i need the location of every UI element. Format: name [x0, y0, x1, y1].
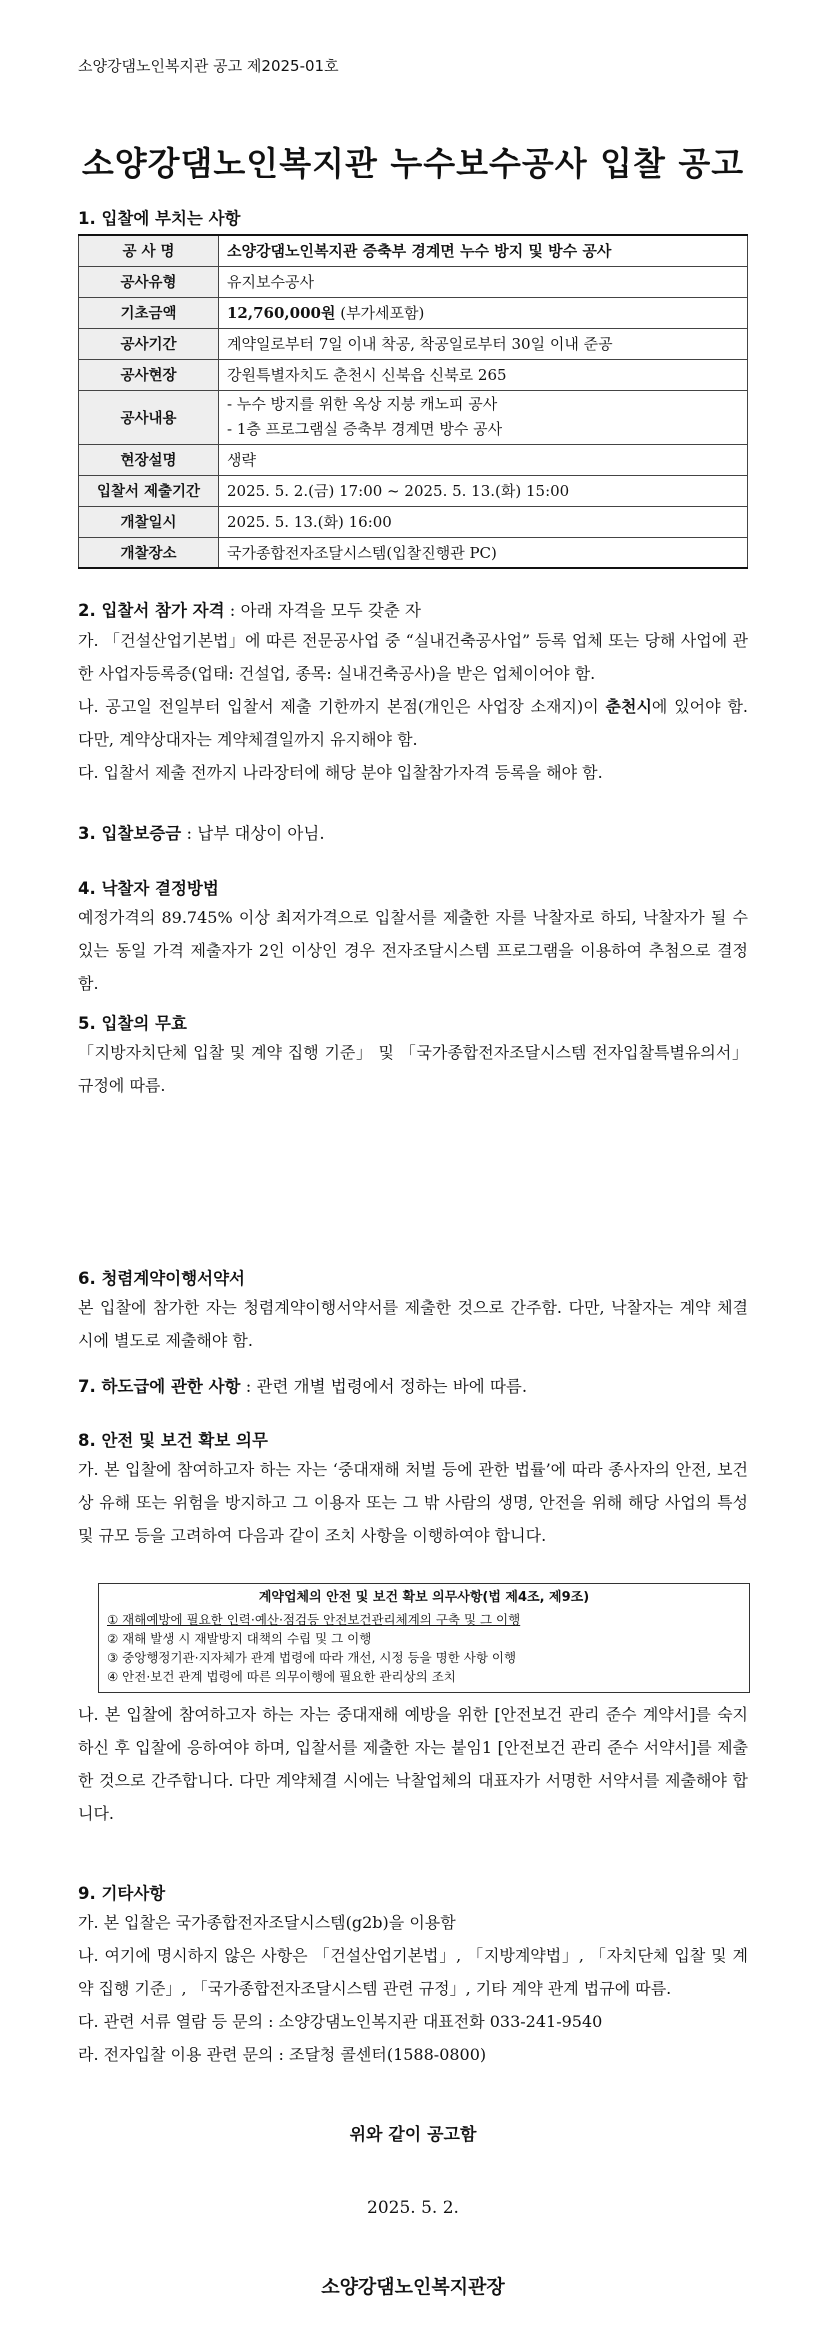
- row-value: 계약일로부터 7일 이내 착공, 착공일로부터 30일 이내 준공: [219, 328, 748, 359]
- page-title: 소양강댐노인복지관 누수보수공사 입찰 공고: [81, 144, 745, 183]
- row-key: 공사현장: [79, 359, 219, 390]
- section-misc: [78, 1880, 748, 2071]
- info-table: [78, 234, 748, 569]
- section-heading: 6. 청렴계약이행서약서: [78, 1269, 245, 1288]
- table-row: [79, 475, 748, 506]
- list-item: ② 재해 발생 시 재발방지 대책의 수립 및 그 이행: [107, 1631, 372, 1646]
- list-item: ① 재해예방에 필요한 인력·예산·점검등 안전보건관리체계의 구축 및 그 이행: [107, 1612, 521, 1627]
- table-row: [79, 235, 748, 266]
- section-heading: [78, 820, 748, 844]
- table-row: [79, 444, 748, 475]
- row-value-cell: [219, 390, 748, 444]
- table-row: [79, 506, 748, 537]
- row-value-cell: [219, 297, 748, 328]
- section-heading: 9. 기타사항: [78, 1884, 166, 1903]
- base-amount-suffix: (부가세포함): [340, 304, 425, 322]
- info-table-wrap: [78, 234, 748, 569]
- paragraph: 라. 전자입찰 이용 관련 문의 : 조달청 콜센터(1588-0800): [78, 2045, 487, 2064]
- row-key: 공 사 명: [79, 235, 219, 266]
- signer: 소양강댐노인복지관장: [321, 2276, 505, 2298]
- row-value: 소양강댐노인복지관 증축부 경계면 누수 방지 및 방수 공사: [219, 235, 748, 266]
- row-key: 공사유형: [79, 266, 219, 297]
- paragraph: 가. 「건설산업기본법」에 따른 전문공사업 중 “실내건축공사업” 등록 업체 또는 당해 사업에 관한 사업자등록증(업태: 건설업, 종목: 실내건축공사)을 받은 업체이어야 함.: [78, 631, 748, 683]
- paragraph: 가. 본 입찰은 국가종합전자조달시스템(g2b)을 이용함: [78, 1913, 456, 1932]
- safety-duties-box: [98, 1583, 750, 1693]
- list-item: ③ 중앙행정기관·지자체가 관계 법령에 따라 개선, 시정 등을 명한 사항 이행: [107, 1650, 517, 1665]
- section-heading-text: 3. 입찰보증금: [78, 824, 182, 843]
- section-subcontract: [78, 1373, 748, 1397]
- section-heading-tail: : 아래 자격을 모두 갖춘 자: [224, 601, 421, 620]
- section-heading-tail: : 납부 대상이 아님.: [181, 824, 325, 843]
- highlight-text: 춘천시: [605, 697, 652, 716]
- paragraph: 다. 관련 서류 열람 등 문의 : 소양강댐노인복지관 대표전화 033-241-9540: [78, 2012, 603, 2031]
- section-heading: 8. 안전 및 보건 확보 의무: [78, 1431, 268, 1450]
- paragraph: [78, 690, 748, 756]
- paragraph: 「지방자치단체 입찰 및 계약 집행 기준」 및 「국가종합전자조달시스템 전자입찰특별유의서」 규정에 따름.: [78, 1043, 748, 1095]
- row-value: 생략: [219, 444, 748, 475]
- section-heading: [78, 597, 748, 621]
- notice-number: 소양강댐노인복지관 공고 제2025-01호: [78, 57, 339, 75]
- box-title: 계약업체의 안전 및 보건 확보 의무사항(법 제4조, 제9조): [258, 1590, 590, 1605]
- table-row: [79, 390, 748, 444]
- list-item: ④ 안전·보건 관계 법령에 따른 의무이행에 필요한 관리상의 조치: [107, 1669, 456, 1684]
- section-safety: [78, 1427, 748, 1552]
- section-eligibility: [78, 597, 748, 789]
- row-value: 강원특별자치도 춘천시 신북읍 신북로 265: [219, 359, 748, 390]
- section-heading: 5. 입찰의 무효: [78, 1014, 187, 1033]
- row-key: 개찰일시: [79, 506, 219, 537]
- row-value: 유지보수공사: [219, 266, 748, 297]
- section-award-method: [78, 875, 748, 1000]
- row-key: 입찰서 제출기간: [79, 475, 219, 506]
- paragraph-text: 나. 공고일 전일부터 입찰서 제출 기한까지 본점(개인은 사업장 소재지)이: [78, 697, 606, 716]
- row-key: 공사내용: [79, 390, 219, 444]
- section-heading: 4. 낙찰자 결정방법: [78, 879, 219, 898]
- row-value: 국가종합전자조달시스템(입찰진행관 PC): [219, 537, 748, 568]
- paragraph: 예정가격의 89.745% 이상 최저가격으로 입찰서를 제출한 자를 낙찰자로 하되, 낙찰자가 될 수 있는 동일 가격 제출자가 2인 이상인 경우 전자조달시스템 프로그램을 이용하여 추첨으로 결정함.: [78, 908, 748, 993]
- section-invalid-bid: [78, 1010, 748, 1102]
- paragraph-text: 에 있어야 함. 다만, 계약상대자는 계약체결일까지 유지해야 함.: [78, 697, 748, 749]
- table-row: [79, 328, 748, 359]
- paragraph: 나. 여기에 명시하지 않은 사항은 「건설산업기본법」, 「지방계약법」, 「자치단체 입찰 및 계약 집행 기준」, 「국가종합전자조달시스템 관련 규정」, 기타 계약 관계 법규에 따름.: [78, 1946, 748, 1998]
- section-heading: 1. 입찰에 부치는 사항: [78, 209, 241, 228]
- section-bid-bond: [78, 820, 748, 844]
- row-key: 현장설명: [79, 444, 219, 475]
- section-heading: [78, 1373, 748, 1397]
- paragraph: 나. 본 입찰에 참여하고자 하는 자는 중대재해 예방을 위한 [안전보건 관리 준수 계약서]를 숙지하신 후 입찰에 응하여야 하며, 입찰서를 제출한 자는 붙임1 [안전보건 관리 준수 서약서]를 제출한 것으로 간주합니다. 다만 계약체결 시에는 낙찰업체의 대표자가 서명한 서약서를 제출해야 합니다.: [78, 1705, 748, 1823]
- work-item: - 1층 프로그램실 증축부 경계면 방수 공사: [227, 420, 503, 438]
- section-heading-text: 7. 하도급에 관한 사항: [78, 1377, 241, 1396]
- section-safety-cont: [78, 1698, 748, 1830]
- table-row: [79, 297, 748, 328]
- row-value: 2025. 5. 13.(화) 16:00: [219, 506, 748, 537]
- table-row: [79, 266, 748, 297]
- paragraph: 가. 본 입찰에 참여하고자 하는 자는 ‘중대재해 처벌 등에 관한 법률’에 따라 종사자의 안전, 보건상 유해 또는 위험을 방지하고 그 이용자 또는 그 밖 사람의 생명, 안전을 위해 해당 사업의 특성 및 규모 등을 고려하여 다음과 같이 조치 사항을 이행하여야 합니다.: [78, 1460, 748, 1545]
- closing-statement: 위와 같이 공고함: [349, 2125, 477, 2145]
- section-bid-items: [78, 205, 748, 229]
- work-item: - 누수 방지를 위한 옥상 지붕 캐노피 공사: [227, 395, 498, 413]
- table-row: [79, 359, 748, 390]
- row-key: 기초금액: [79, 297, 219, 328]
- section-heading-tail: : 관련 개별 법령에서 정하는 바에 따름.: [240, 1377, 528, 1396]
- section-integrity-pledge: [78, 1265, 748, 1357]
- paragraph: 다. 입찰서 제출 전까지 나라장터에 해당 분야 입찰참가자격 등록을 해야 함.: [78, 763, 603, 782]
- table-row: [79, 537, 748, 568]
- row-key: 개찰장소: [79, 537, 219, 568]
- notice-date: 2025. 5. 2.: [367, 2198, 459, 2218]
- row-key: 공사기간: [79, 328, 219, 359]
- base-amount: 12,760,000원: [227, 304, 336, 322]
- row-value: 2025. 5. 2.(금) 17:00 ~ 2025. 5. 13.(화) 15:00: [219, 475, 748, 506]
- paragraph: 본 입찰에 참가한 자는 청렴계약이행서약서를 제출한 것으로 간주함. 다만, 낙찰자는 계약 체결 시에 별도로 제출해야 함.: [78, 1298, 748, 1350]
- section-heading-text: 2. 입찰서 참가 자격: [78, 601, 225, 620]
